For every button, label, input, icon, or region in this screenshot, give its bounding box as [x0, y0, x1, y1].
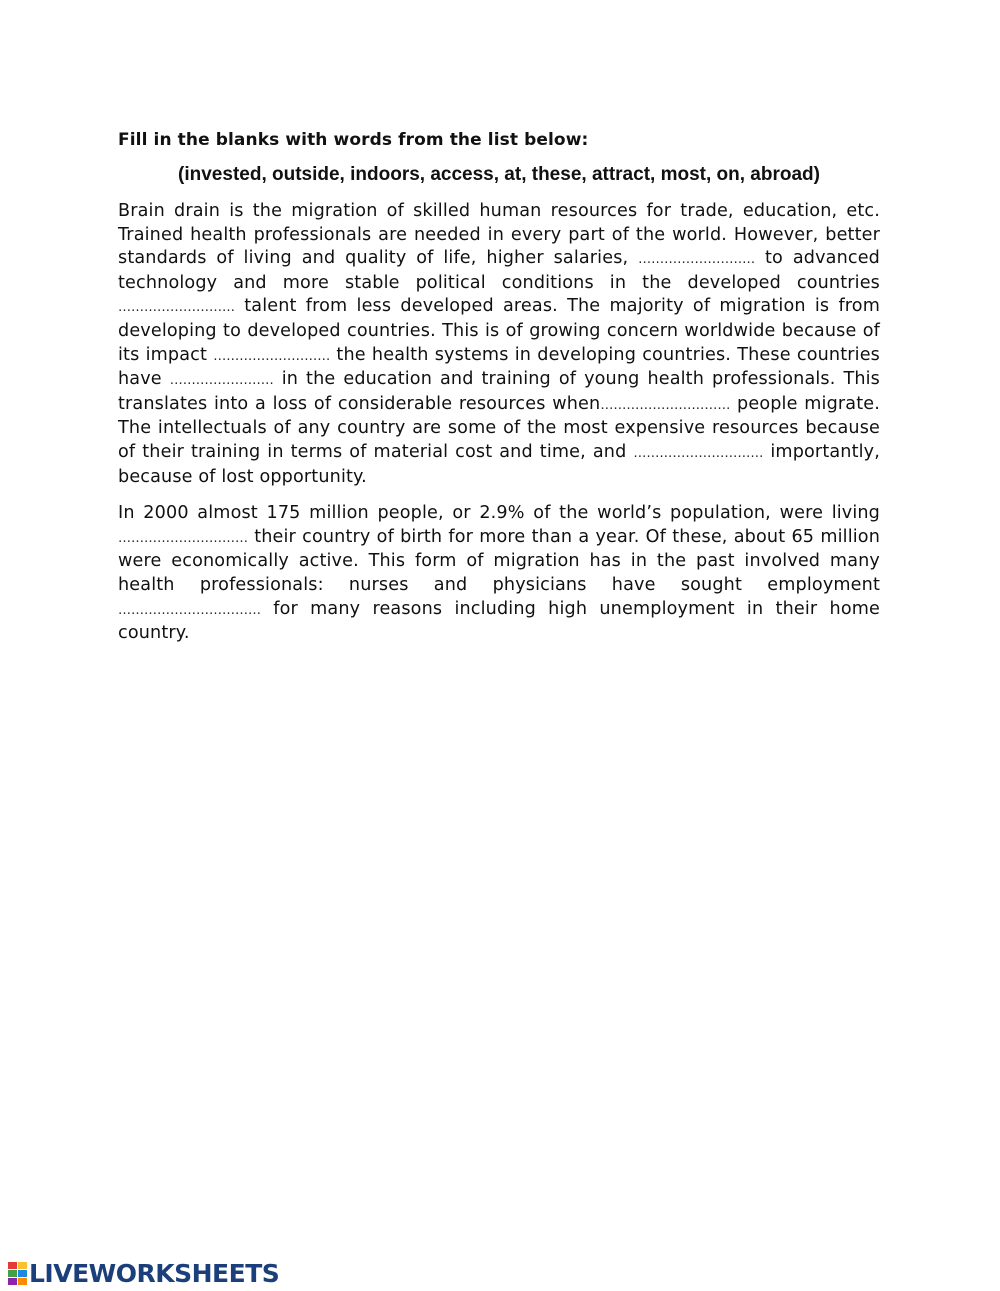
word-bank: (invested, outside, indoors, access, at, these, attract, most, on, abroad): [178, 164, 820, 185]
logo-block: [18, 1262, 27, 1269]
text-segment: talent from less developed areas. The majority of migration is from developing to developed countries. This is of growing concern worldwide because of its impact: [118, 296, 880, 365]
text-segment: importantly, because of lost opportunity.: [118, 441, 880, 487]
logo-block: [8, 1262, 17, 1269]
blank-6[interactable]: …………………………: [633, 445, 764, 461]
paragraph-2: [118, 502, 880, 646]
logo-blocks-icon: [8, 1262, 27, 1285]
blank-2[interactable]: ………………………: [118, 300, 235, 316]
logo-block: [18, 1270, 27, 1277]
instruction-heading: Fill in the blanks with words from the list below:: [118, 130, 589, 150]
text-segment: for many reasons including high unemployment in their home country.: [118, 598, 880, 644]
text-segment: in the education and training of young health professionals. This translates into a loss of considerable resources when: [118, 369, 880, 414]
text-segment: their country of birth for more than a year. Of these, about 65 million were economically active. This form of migration has in the past involved many health professionals: nurses and physicians have sought employment: [118, 526, 880, 595]
text-segment: Brain drain is the migration of skilled human resources for trade, education, etc. Trained health professionals are needed in every part of the world. However, better standards of living and quality of life, higher salaries,: [118, 201, 880, 269]
liveworksheets-logo: [8, 1258, 279, 1288]
paragraph-1: [118, 200, 880, 489]
text-segment: In 2000 almost 175 million people, or 2.9% of the world’s population, were living: [118, 503, 880, 524]
blank-7[interactable]: …………………………: [118, 530, 248, 546]
text-segment: to advanced technology and more stable political conditions in the developed countries: [118, 248, 880, 293]
text-segment: people migrate. The intellectuals of any country are some of the most expensive resources because of their training in terms of material cost and time, and: [118, 393, 880, 462]
blank-1[interactable]: ………………………: [638, 252, 756, 268]
blank-3[interactable]: ………………………: [213, 348, 331, 364]
worksheet: [118, 130, 880, 659]
blank-5[interactable]: …………………………: [600, 397, 731, 413]
text-segment: the health systems in developing countries. These countries have: [118, 344, 880, 390]
logo-block: [8, 1278, 17, 1285]
blank-4[interactable]: ……………………: [169, 373, 274, 389]
logo-block: [8, 1270, 17, 1277]
logo-text: LIVEWORKSHEETS: [29, 1258, 280, 1288]
logo-block: [18, 1278, 27, 1285]
blank-8[interactable]: ……………………………: [118, 602, 261, 618]
